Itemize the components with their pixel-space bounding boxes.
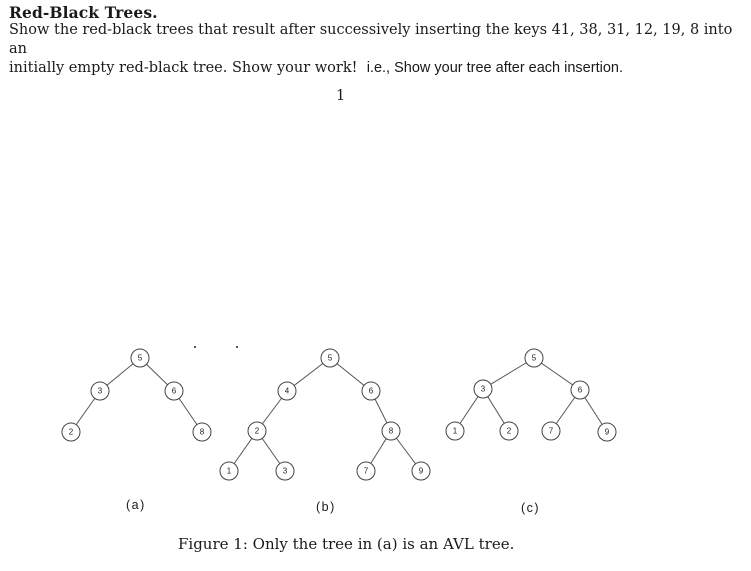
svg-text:5: 5 [531,353,537,363]
tree-node [220,462,238,480]
tree-node [248,422,266,440]
svg-text:1: 1 [226,466,232,476]
svg-text:9: 9 [418,466,424,476]
svg-text:7: 7 [548,426,554,436]
svg-text:8: 8 [199,427,205,437]
svg-text:5: 5 [137,353,143,363]
tree-node [525,349,543,367]
subfigure-label-c: (c) [521,501,541,515]
svg-text:2: 2 [506,426,512,436]
svg-text:3: 3 [282,466,288,476]
tree-node [193,423,211,441]
tree-node [474,380,492,398]
tree-node [500,422,518,440]
tree-node [276,462,294,480]
svg-text:4: 4 [284,386,290,396]
tree-node [321,349,339,367]
svg-text:7: 7 [363,466,369,476]
svg-text:2: 2 [68,427,74,437]
svg-text:6: 6 [171,386,177,396]
tree-a-nodes [62,349,211,441]
tree-node [165,382,183,400]
tree-node [278,382,296,400]
page-number: 1 [336,88,346,104]
problem-line-2a: initially empty red-black tree. Show your work! [9,60,358,76]
svg-text:6: 6 [368,386,374,396]
tree-node [91,382,109,400]
svg-text:3: 3 [97,386,103,396]
tree-node [357,462,375,480]
tree-node [571,381,589,399]
section-heading: Red-Black Trees. [9,3,158,22]
figure-caption: Figure 1: Only the tree in (a) is an AVL tree. [178,535,515,553]
svg-text:8: 8 [388,426,394,436]
tree-b-nodes [220,349,430,480]
problem-line-1: Show the red-black trees that result after successively inserting the keys 41, 38, 31, 12, 19, 8 into an [9,22,733,57]
svg-text:1: 1 [452,426,458,436]
tree-node [131,349,149,367]
tree-node [382,422,400,440]
tree-node [598,423,616,441]
subfigure-label-b: (b) [316,500,336,514]
tree-node [62,423,80,441]
tree-node [412,462,430,480]
subfigure-label-a: (a) [126,498,146,512]
problem-line-2b: i.e., Show your tree after each insertion. [366,60,623,76]
tree-b-edges [229,358,421,471]
tree-node [362,382,380,400]
tree-c-nodes [446,349,616,441]
tree-node [542,422,560,440]
svg-text:5: 5 [327,353,333,363]
svg-text:2: 2 [254,426,260,436]
svg-text:6: 6 [577,385,583,395]
svg-text:9: 9 [604,427,610,437]
svg-text:3: 3 [480,384,486,394]
tree-node [446,422,464,440]
